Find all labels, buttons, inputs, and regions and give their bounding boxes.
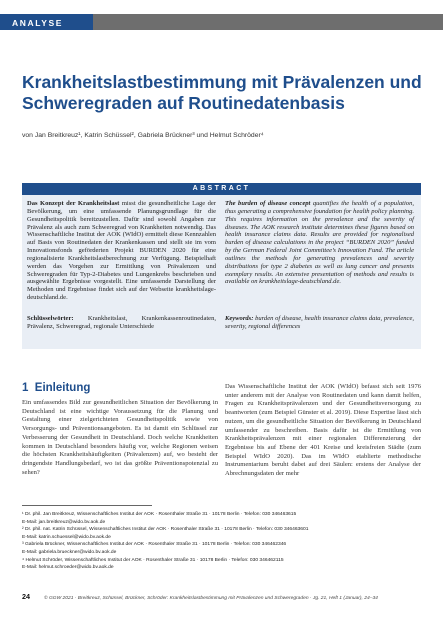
footnote-line: ³ Gabriela Brückner, Wissenschaftliches Institut der AOK · Rosenthaler Straße 31 · 10178 Berlin · Telefon: 030 346462346 [22, 542, 287, 548]
abstract-english-lead: The burden of disease concept [225, 200, 311, 207]
abstract-english-text: quantifies the health of a population, thus generating a comprehensive foundation for health policy planning. This requires information on the prevalence and the severity of diseases. The AOK research institute determines these figures based on health insurance claims data. Results are provided for regionalised burden of disease calculations in the project “BURDEN 2020” funded by the German Federal Joint Committee’s Innovation Fund. The article outlines the methods for generating prevalences and severity distributions for type 2 diabetes as well as lung cancer and presents exemplary results. An extensive presentation of methods and results is available on krankheitslage-deutschland.de. [225, 200, 414, 286]
section-label: ANALYSE [0, 14, 93, 30]
page-number: 24 [22, 592, 30, 601]
footnote-divider [22, 505, 152, 506]
body-column-left: Ein umfassendes Bild zur gesundheitlichen Situation der Bevölkerung in Deutschland ist eine wichtige Voraussetzung für die Planung und Gestaltung einer zielgerichteten Gesundheitspolitik sowie von Versorgungs- und Präventionsangeboten. Es ist damit ein Schlüssel zur Verbesserung der Gesundheit in Deutschland. Doch welche Krankheiten kommen in Deutschland besonders häufig vor, welche Regionen weisen die höchsten Krankheitshäufigkeiten (Prävalenzen) auf, wo besteht der dringendste Handlungsbedarf, wo ist das größte Präventionspotenzial zu sehen? [22, 399, 218, 476]
keywords-english-label: Keywords: [225, 315, 254, 322]
abstract-german-text: misst die gesundheitliche Lage der Bevölkerung, um eine umfassende Planungsgrundlage für die Gesundheitspolitik bereitzustellen. Dafür sind sowohl Angaben zur Prävalenz als auch zum Schweregrad von Krankheiten notwendig. Das Wissenschaftliche Institut der AOK (WIdO) ermittelt diese Kennzahlen auf Basis von Routinedaten der Krankenkassen und stellt sie im vom Innovationsfonds geförderten Projekt BURDEN 2020 für eine regionalisierte Krankheitslastberechnung zur Verfügung. Beispielhaft werden das Vorgehen zur Ermittlung von Prävalenzen und Schweregraden für Typ-2-Diabetes und Lungenkrebs beschrieben und ausgewählte Ergebnisse vorgestellt. Eine umfassende Darstellung der Methoden und Ergebnisse findet sich auf der Webseite krankheitslage-deutschland.de. [27, 200, 216, 302]
section-heading [22, 382, 90, 394]
footnote-line: E-Mail: katrin.schuessel@wido.bv.aok.de [22, 534, 111, 540]
keywords-german-label: Schlüsselwörter: [27, 315, 74, 322]
abstract-german [27, 200, 216, 302]
abstract-german-lead: Das Konzept der Krankheitslast [27, 200, 120, 207]
keywords-english [225, 315, 414, 331]
footnote-line: ² Dr. phil. nat. Katrin Schüssel, Wissenschaftliches Institut der AOK · Rosenthaler Straße 31 · 10178 Berlin · Telefon: 030 346463601 [22, 527, 309, 533]
section-title: Einleitung [34, 382, 91, 394]
article-title: Krankheitslastbestimmung mit Prävalenzen und Schweregraden auf Routinedatenbasis [22, 72, 422, 113]
footnote-line: ⁴ Helmut Schröder, Wissenschaftliches Institut der AOK · Rosenthaler Straße 31 · 10178 Berlin · Telefon: 030 346462115 [22, 557, 284, 563]
keywords-english-text: burden of disease, health insurance claims data, prevalence, severity, regional differences [225, 315, 414, 330]
section-number: 1 [22, 382, 29, 394]
abstract-heading: ABSTRACT [22, 183, 421, 195]
page-footer [22, 592, 422, 601]
footnote-line: ¹ Dr. phil. Jan Breitkreuz, Wissenschaftliches Institut der AOK · Rosenthaler Straße 31 · 10178 Berlin · Telefon: 030 346463615 [22, 512, 297, 517]
footnote-line: E-Mail: gabriela.brueckner@wido.bv.aok.de [22, 549, 117, 555]
footnote-line: E-Mail: helmut.schroeder@wido.bv.aok.de [22, 565, 114, 571]
footnotes [22, 511, 422, 572]
footnote-line: E-Mail: jan.breitkreuz@wido.bv.aok.de [22, 519, 106, 525]
keywords-german-text: Krankheitslast, Krankenkassenroutinedaten, Prävalenz, Schweregrad, regionale Unterschiede [27, 315, 216, 330]
body-column-right: Das Wissenschaftliche Institut der AOK (WIdO) befasst sich seit 1976 unter anderem mit der Analyse von Routinedaten und kann damit helfen, Fragen zu Krankheitsprävalenzen und der Gesundheitsversorgung zu beantworten (zum Beispiel Günster et al. 2019). Diese Expertise lässt sich nutzen, um die gesundheitliche Situation der Bevölkerung in Deutschland umfassender zu beschreiben. Basis dafür ist die Ermittlung von Krankheitsprävalenzen mit einer regionalen Differenzierung der Ergebnisse bis auf Ebene der 401 Kreise und kreisfreien Städte (zum Beispiel WIdO 2020). Das im WIdO etablierte methodische Instrumentarium beruht dabei auf drei Säulen: erstens der Analyse der Abrechnungsdaten der mehr [225, 383, 421, 478]
author-line: von Jan Breitkreuz¹, Katrin Schüssel², Gabriela Brückner³ und Helmut Schröder⁴ [22, 132, 264, 139]
abstract-english [225, 200, 414, 286]
footer-citation: © GGW 2021 · Breitkreuz, Schüssel, Brückner, Schröder: Krankheitslastbestimmung mit Prävalenzen und Schweregraden · Jg. 21, Heft 1 (Januar), 24–34 [44, 596, 378, 601]
keywords-german [27, 315, 216, 331]
